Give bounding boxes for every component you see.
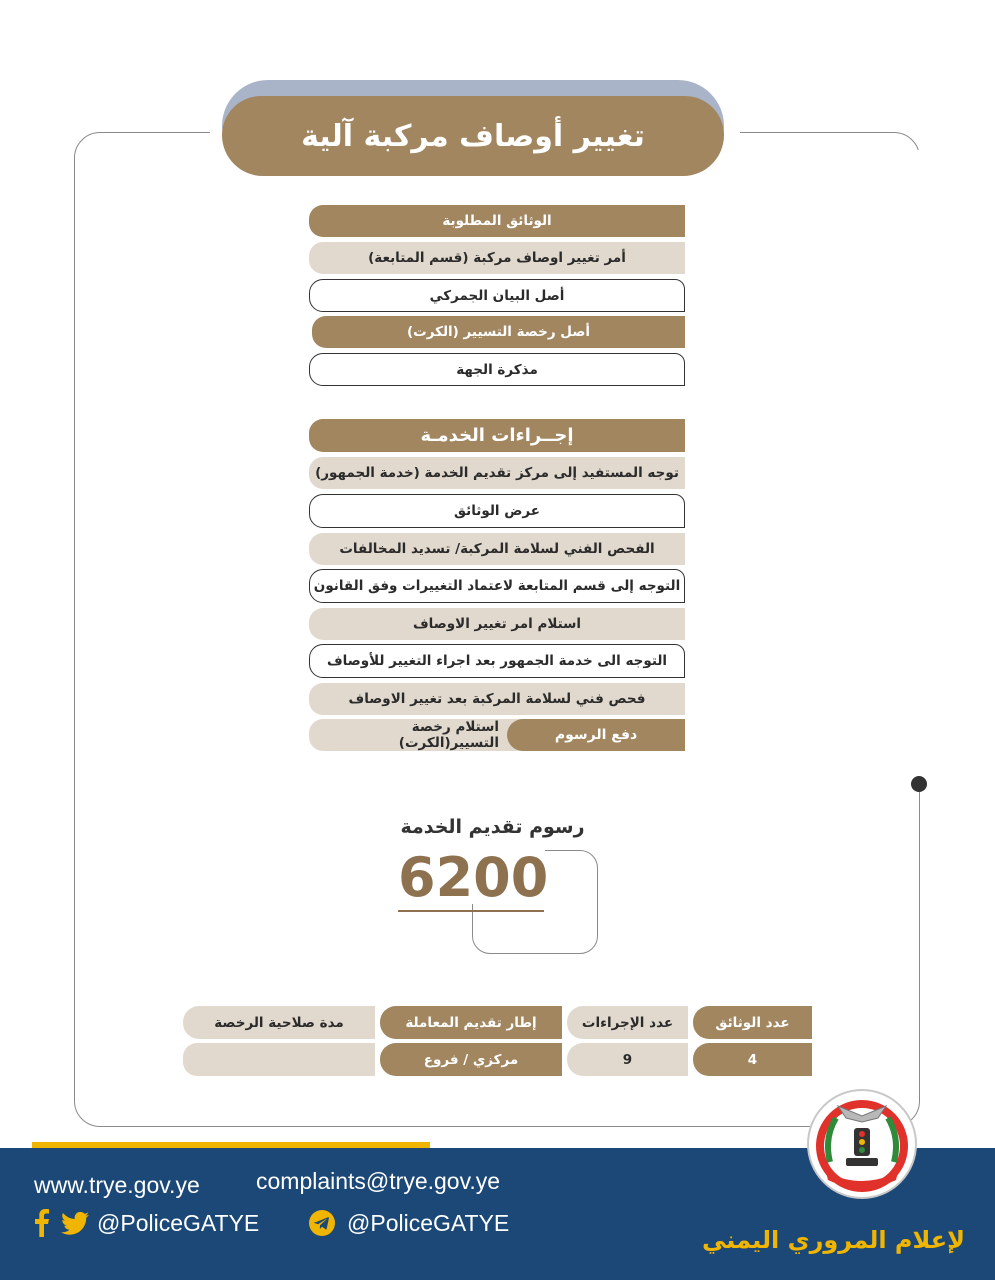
header-documents-count: عدد الوثائق: [693, 1006, 812, 1039]
final-procedure-row: [309, 719, 685, 751]
value-documents-count: 4: [693, 1043, 812, 1076]
email-link[interactable]: complaints@trye.gov.ye: [256, 1168, 501, 1194]
twitter-icon[interactable]: [60, 1210, 90, 1236]
page-title: تغيير أوصاف مركبة آلية: [222, 96, 724, 176]
procedure-item: عرض الوثائق: [309, 494, 685, 528]
document-item: أصل البيان الجمركي: [309, 279, 685, 312]
telegram-icon[interactable]: [308, 1209, 336, 1237]
pay-fees-step: دفع الرسوم: [507, 719, 685, 751]
website-link[interactable]: www.trye.gov.ye: [34, 1172, 200, 1198]
procedure-item: توجه المستفيد إلى مركز تقديم الخدمة (خدمة الجمهور): [309, 457, 685, 489]
document-item: أصل رخصة التسيير (الكرت): [312, 316, 685, 348]
procedure-item: التوجه إلى قسم المتابعة لاعتماد التغييرات وفق القانون: [309, 569, 685, 603]
brand-name: لإعلام المروري اليمني: [702, 1226, 965, 1254]
value-license-validity: [183, 1043, 375, 1076]
document-item: أمر تغيير اوصاف مركبة (قسم المتابعة): [309, 242, 685, 274]
receive-license-step: استلام رخصة التسيير(الكرت): [309, 719, 529, 751]
frame-gap-right: [905, 150, 935, 782]
header-framework: إطار تقديم المعاملة: [380, 1006, 562, 1039]
frame-dot: [911, 776, 927, 792]
procedure-item: استلام امر تغيير الاوصاف: [309, 608, 685, 640]
document-item: مذكرة الجهة: [309, 353, 685, 386]
documents-header: الوثائق المطلوبة: [309, 205, 685, 237]
value-framework: مركزي / فروع: [380, 1043, 562, 1076]
telegram-handle[interactable]: @PoliceGATYE: [347, 1210, 510, 1236]
fee-value: 6200: [398, 846, 544, 912]
header-license-validity: مدة صلاحية الرخصة: [183, 1006, 375, 1039]
procedures-header: إجــراءات الخدمـة: [309, 419, 685, 452]
fee-label: رسوم تقديم الخدمة: [400, 816, 585, 838]
procedure-item: فحص فني لسلامة المركبة بعد تغيير الاوصاف: [309, 683, 685, 715]
traffic-police-logo: [800, 1088, 924, 1200]
value-procedures-count: 9: [567, 1043, 688, 1076]
procedure-item: التوجه الى خدمة الجمهور بعد اجراء التغيير للأوصاف: [309, 644, 685, 678]
header-procedures-count: عدد الإجراءات: [567, 1006, 688, 1039]
facebook-icon[interactable]: [34, 1208, 50, 1238]
social-handle[interactable]: @PoliceGATYE: [97, 1210, 260, 1236]
procedure-item: الفحص الفني لسلامة المركبة/ تسديد المخالفات: [309, 533, 685, 565]
